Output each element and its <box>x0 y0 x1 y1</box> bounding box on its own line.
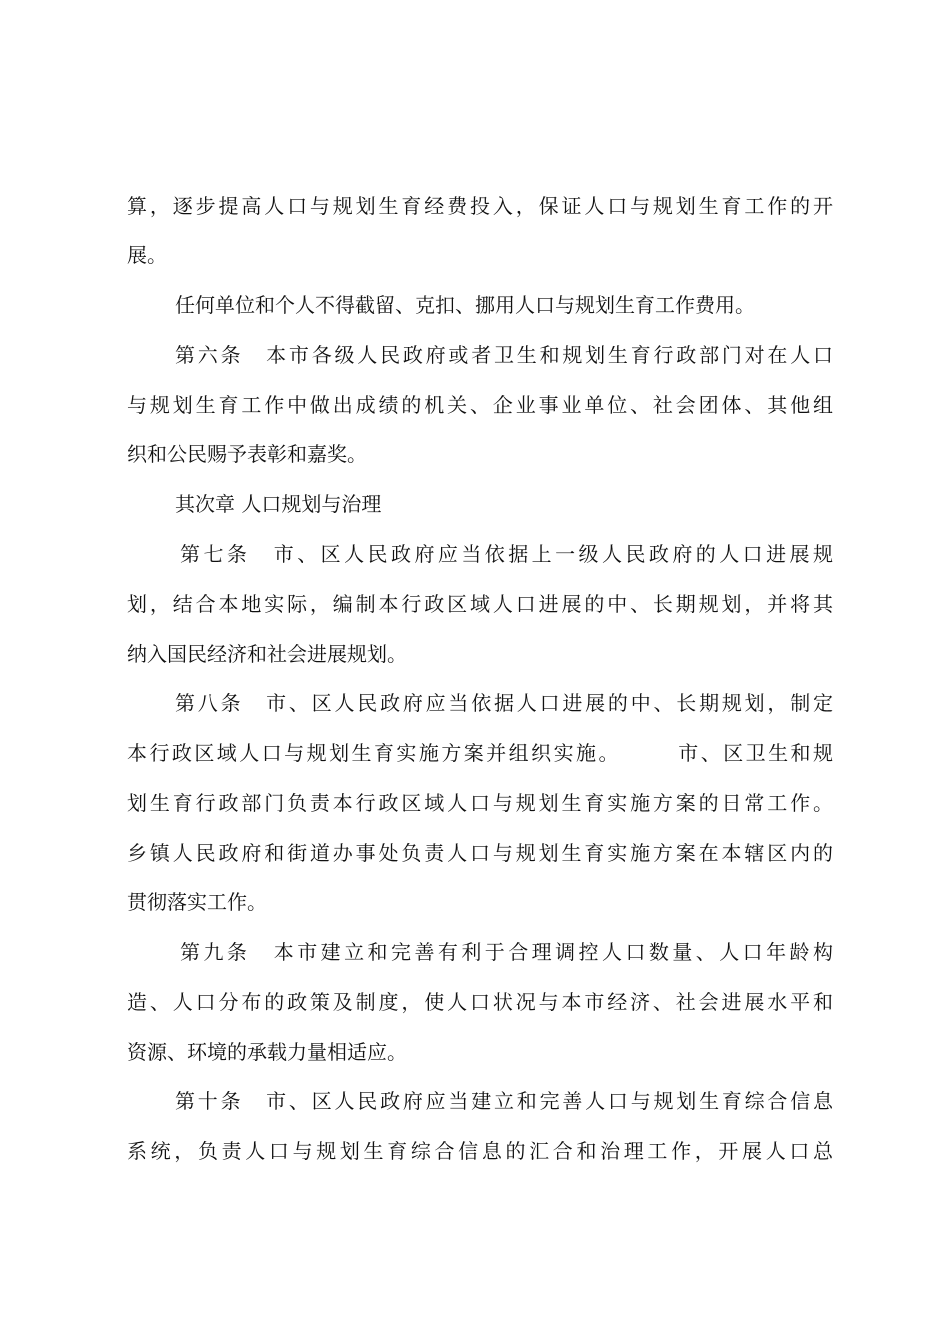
text-line-2: 展。 <box>127 243 167 267</box>
article-9-heading-line: 第九条 本市建立和完善有利于合理调控人口数量、人口年龄构 <box>180 940 833 964</box>
text-line-10: 纳入国民经济和社会进展规划。 <box>127 642 407 666</box>
chapter-heading: 其次章 人口规划与治理 <box>175 492 382 516</box>
text-line-1: 算，逐步提高人口与规划生育经费投入，保证人口与规划生育工作的开 <box>127 194 833 218</box>
text-line-17: 造、人口分布的政策及制度，使人口状况与本市经济、社会进展水平和 <box>127 990 833 1014</box>
text-line-6: 织和公民赐予表彰和嘉奖。 <box>127 442 367 466</box>
article-7-heading-line: 第七条 市、区人民政府应当依据上一级人民政府的人口进展规 <box>180 542 833 566</box>
text-line-18: 资源、环境的承载力量相适应。 <box>127 1040 407 1064</box>
text-line-9: 划，结合本地实际，编制本行政区域人口进展的中、长期规划，并将其 <box>127 592 833 616</box>
text-line-15: 贯彻落实工作。 <box>127 890 267 914</box>
article-6-heading-line: 第六条 本市各级人民政府或者卫生和规划生育行政部门对在人口 <box>175 343 833 367</box>
text-line-20: 系统，负责人口与规划生育综合信息的汇合和治理工作，开展人口总 <box>127 1139 833 1163</box>
text-line-14: 乡镇人民政府和街道办事处负责人口与规划生育实施方案在本辖区内的 <box>127 841 833 865</box>
article-10-heading-line: 第十条 市、区人民政府应当建立和完善人口与规划生育综合信息 <box>175 1089 833 1113</box>
article-8-heading-line: 第八条 市、区人民政府应当依据人口进展的中、长期规划，制定 <box>175 691 833 715</box>
text-line-12: 本行政区域人口与规划生育实施方案并组织实施。 市、区卫生和规 <box>127 741 833 765</box>
text-line-13: 划生育行政部门负责本行政区域人口与规划生育实施方案的日常工作。 <box>127 791 833 815</box>
text-line-3: 任何单位和个人不得截留、克扣、挪用人口与规划生育工作费用。 <box>175 293 755 317</box>
text-line-5: 与规划生育工作中做出成绩的机关、企业事业单位、社会团体、其他组 <box>127 393 833 417</box>
